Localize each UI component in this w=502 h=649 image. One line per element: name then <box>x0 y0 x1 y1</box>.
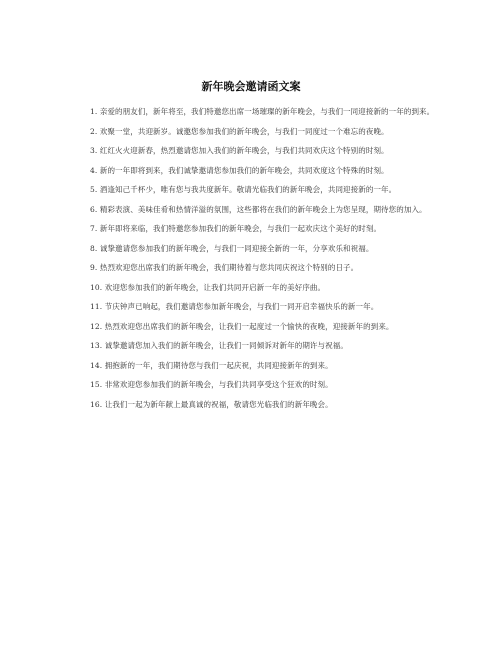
item-text: 亲爱的朋友们，新年将至，我们特邀您出席一场璀璨的新年晚会，与我们一同迎接新的一年的到来。 <box>99 107 435 116</box>
list-item <box>74 340 440 352</box>
list-item <box>74 126 440 138</box>
list-item <box>74 165 440 177</box>
item-text: 红红火火迎新春，热烈邀请您加入我们的新年晚会，与我们共同欢庆这个特别的时刻。 <box>99 146 389 155</box>
item-number: 1. <box>90 107 98 116</box>
item-text: 热烈欢迎您出席我们的新年晚会，我们期待着与您共同庆祝这个特别的日子。 <box>99 263 359 272</box>
list-item <box>74 145 440 157</box>
item-number: 16. <box>90 399 103 409</box>
item-number: 8. <box>90 243 98 253</box>
item-number: 3. <box>90 146 98 155</box>
item-number: 14. <box>90 360 103 370</box>
list-item <box>74 243 440 255</box>
list-item <box>74 204 440 216</box>
list-item <box>74 360 440 372</box>
item-number: 11. <box>90 302 103 311</box>
item-text: 热烈欢迎您出席我们的新年晚会，让我们一起度过一个愉快的夜晚，迎接新年的到来。 <box>104 321 394 331</box>
item-number: 7. <box>90 224 98 233</box>
item-text: 新的一年即将到来，我们诚挚邀请您参加我们的新年晚会，共同欢度这个特殊的时刻。 <box>99 165 389 175</box>
list-item <box>74 184 440 196</box>
item-text: 欢聚一堂，共迎新岁。诚邀您参加我们的新年晚会，与我们一同度过一个难忘的夜晚。 <box>99 126 389 136</box>
item-text: 诚挚邀请您加入我们的新年晚会，让我们一同倾诉对新年的期许与祝福。 <box>104 341 348 350</box>
item-text: 节庆钟声已响起，我们邀请您参加新年晚会，与我们一同开启幸福快乐的新一年。 <box>104 302 379 311</box>
item-text: 拥抱新的一年，我们期待您与我们一起庆祝，共同迎接新年的到来。 <box>104 360 333 370</box>
item-number: 12. <box>90 321 103 331</box>
list-item <box>74 223 440 235</box>
item-text: 精彩表演、美味佳肴和热情洋溢的氛围，这些都将在我们的新年晚会上为您呈现，期待您的加入。 <box>99 204 427 214</box>
item-number: 15. <box>90 380 103 389</box>
item-text: 酒逢知己千杯少，唯有您与我共度新年。敬请光临我们的新年晚会，共同迎接新的一年。 <box>99 185 397 194</box>
item-number: 13. <box>90 341 103 350</box>
item-text: 新年即将来临，我们特邀您参加我们的新年晚会，与我们一起欢庆这个美好的时刻。 <box>99 224 382 233</box>
list-item <box>74 106 440 118</box>
list-item <box>74 301 440 313</box>
item-number: 6. <box>90 204 98 214</box>
list-item <box>74 399 440 411</box>
list-item <box>74 262 440 274</box>
item-text: 诚挚邀请您参加我们的新年晚会，与我们一同迎接全新的一年，分享欢乐和祝福。 <box>99 243 374 253</box>
item-number: 5. <box>90 185 98 194</box>
list-item <box>74 379 440 391</box>
item-number: 4. <box>90 165 98 175</box>
item-text: 欢迎您参加我们的新年晚会，让我们共同开启新一年的美好序曲。 <box>104 282 326 292</box>
item-number: 9. <box>90 263 98 272</box>
list-item <box>74 282 440 294</box>
item-text: 非常欢迎您参加我们的新年晚会，与我们共同享受这个狂欢的时刻。 <box>104 380 333 389</box>
item-number: 10. <box>90 282 103 292</box>
list-item <box>74 321 440 333</box>
item-text: 让我们一起为新年献上最真诚的祝福，敬请您光临我们的新年晚会。 <box>104 399 333 409</box>
item-number: 2. <box>90 126 98 136</box>
document-title: 新年晚会邀请函文案 <box>201 80 301 93</box>
invitation-list <box>74 106 440 418</box>
